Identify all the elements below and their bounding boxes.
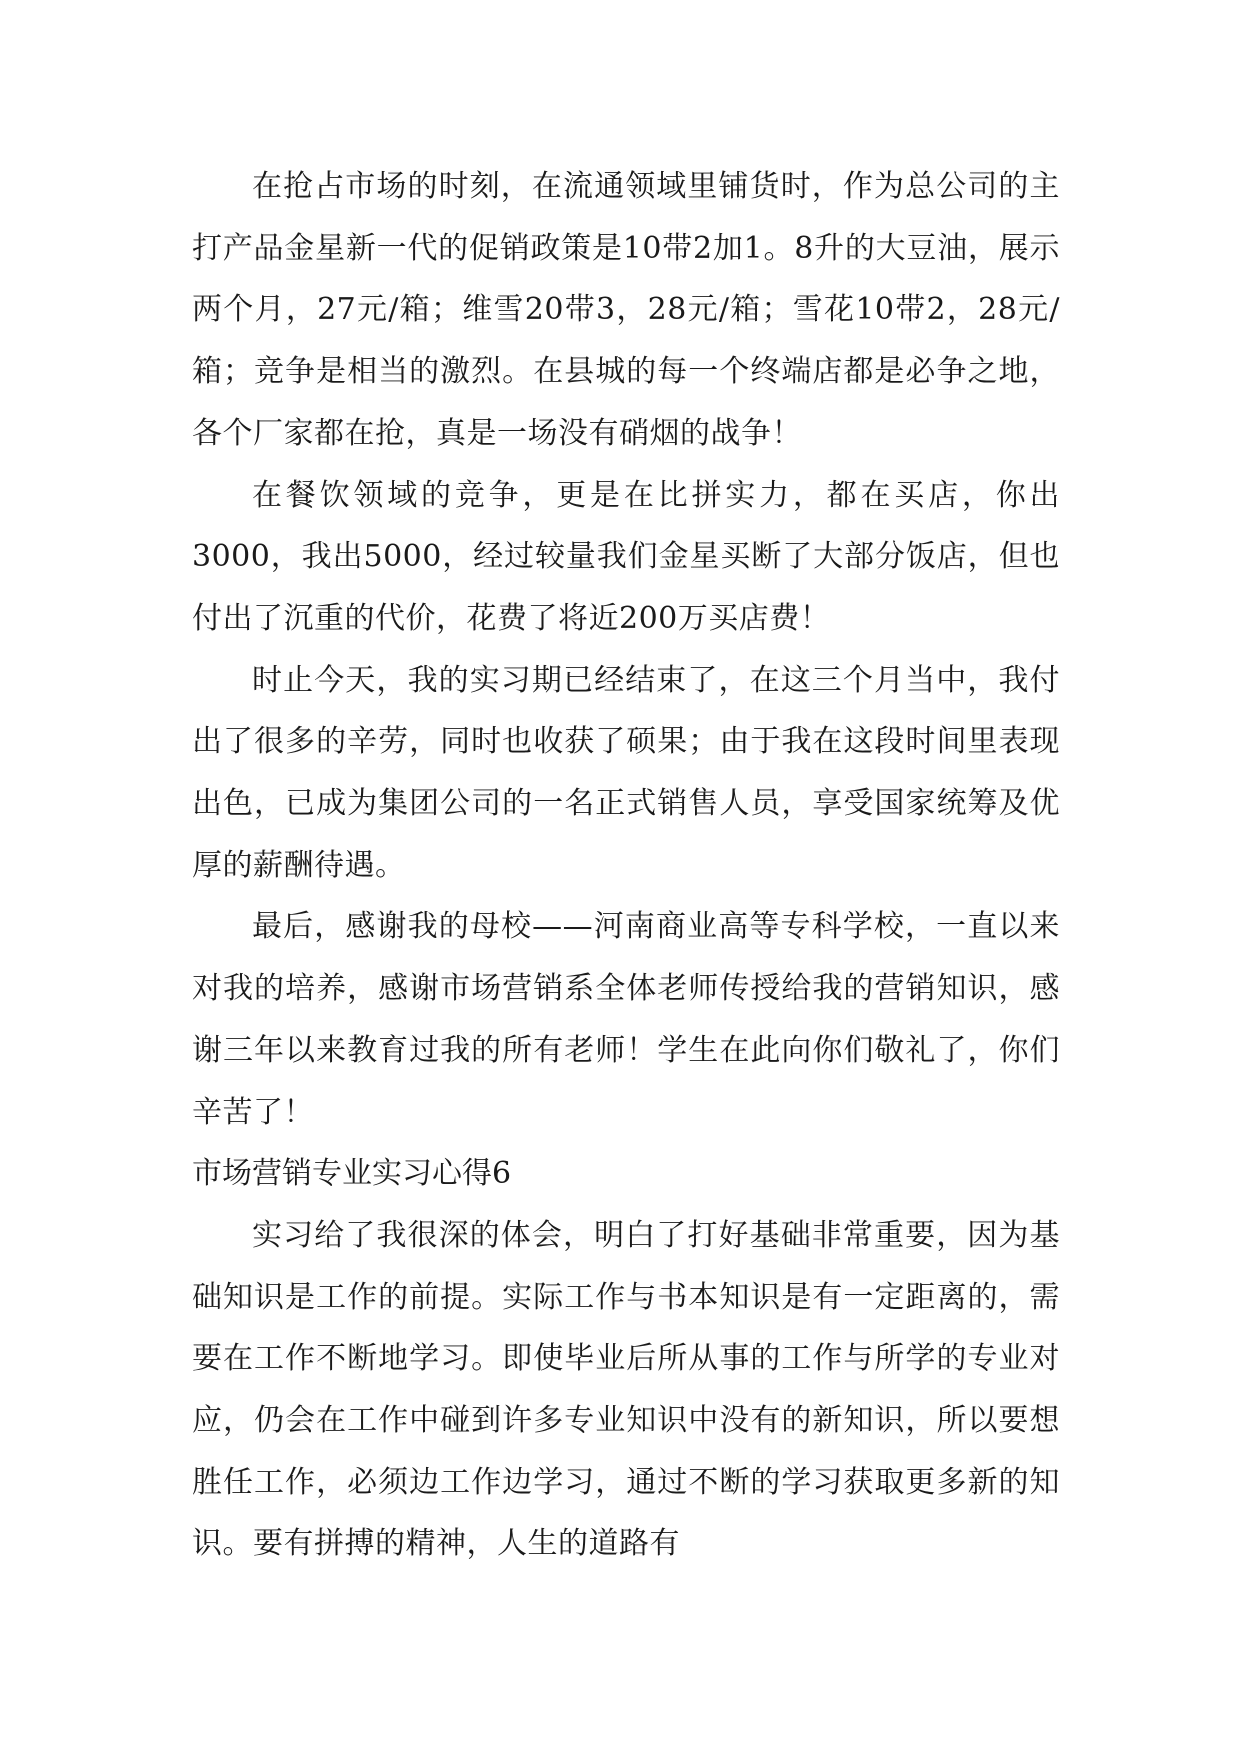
paragraph-promotion-competition: 在抢占市场的时刻，在流通领域里铺货时，作为总公司的主打产品金星新一代的促销政策是10带2加1。8升的大豆油，展示两个月，27元/箱；维雪20带3，28元/箱；雪花10带2，28元/箱；竞争是相当的激烈。在县城的每一个终端店都是必争之地，各个厂家都在抢，真是一场没有硝烟的战争！ xyxy=(192,169,1060,451)
paragraph-catering-competition: 在餐饮领域的竞争，更是在比拼实力，都在买店，你出3000，我出5000，经过较量我们金星买断了大部分饭店，但也付出了沉重的代价，花费了将近200万买店费！ xyxy=(192,477,1060,636)
paragraph-internship-conclusion: 时止今天，我的实习期已经结束了，在这三个月当中，我付出了很多的辛劳，同时也收获了硕果；由于我在这段时间里表现出色，已成为集团公司的一名正式销售人员，享受国家统筹及优厚的薪酬待遇。 xyxy=(192,662,1060,883)
paragraph-acknowledgement: 最后，感谢我的母校——河南商业高等专科学校，一直以来对我的培养，感谢市场营销系全体老师传授给我的营销知识，感谢三年以来教育过我的所有老师！学生在此向你们敬礼了，你们辛苦了！ xyxy=(192,909,1060,1130)
section-heading: 市场营销专业实习心得6 xyxy=(192,1156,512,1192)
document-body xyxy=(192,156,1060,1575)
paragraph-internship-experience: 实习给了我很深的体会，明白了打好基础非常重要，因为基础知识是工作的前提。实际工作与书本知识是有一定距离的，需要在工作不断地学习。即使毕业后所从事的工作与所学的专业对应，仍会在工作中碰到许多专业知识中没有的新知识，所以要想胜任工作，必须边工作边学习，通过不断的学习获取更多新的知识。要有拼搏的精神，人生的道路有 xyxy=(192,1217,1060,1562)
